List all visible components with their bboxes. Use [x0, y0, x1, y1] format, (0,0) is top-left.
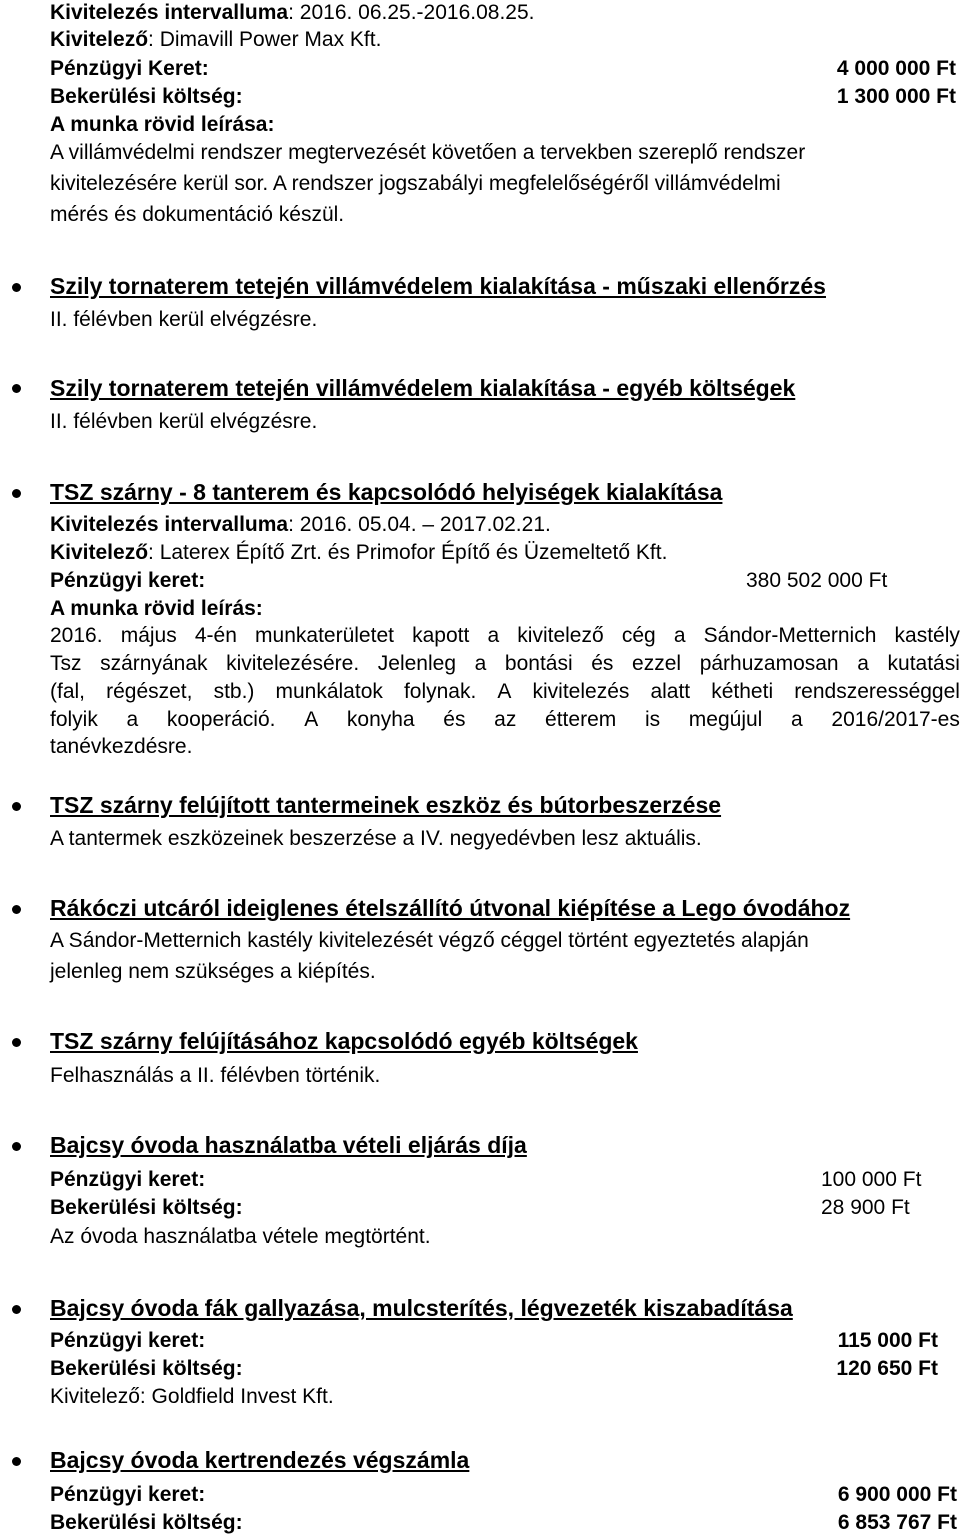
tsz-desc-line — [50, 706, 960, 734]
bajcsy3-budget-label: Pénzügyi keret: — [50, 1483, 206, 1506]
word: konyha — [346, 708, 415, 731]
word: párhuzamosan — [699, 652, 839, 675]
item-text: II. félévben kerül elvégzésre. — [50, 308, 318, 331]
top-budget-value: 4 000 000 Ft — [836, 57, 956, 80]
item-text: Az óvoda használatba vétele megtörtént. — [50, 1225, 431, 1248]
item-title-rakoczi: Rákóczi utcáról ideiglenes ételszállító útvonal kiépítése a Lego óvodához — [50, 895, 851, 921]
item-text: A Sándor-Metternich kastély kivitelezését végző céggel történt egyeztetés alapján — [50, 929, 809, 952]
bullet-icon — [12, 283, 21, 292]
word: is — [644, 708, 661, 731]
contractor-label: Kivitelező — [50, 28, 149, 51]
bajcsy3-cost-value: 6 853 767 Ft — [837, 1511, 957, 1534]
word: folynak. — [403, 680, 477, 703]
tsz-budget-label: Pénzügyi keret: — [50, 569, 206, 592]
bajcsy3-cost-label: Bekerülési költség: — [50, 1511, 243, 1534]
word: a — [673, 624, 686, 647]
bullet-icon — [12, 384, 21, 393]
bajcsy2-contractor — [50, 1384, 334, 1410]
bullet-icon — [12, 1142, 21, 1151]
contractor-value: : Laterex Építő Zrt. és Primofor Építő és Üzemeltető Kft. — [148, 541, 668, 564]
word: rendszerességgel — [794, 680, 960, 703]
word: 2016/2017-es — [831, 708, 960, 731]
item-title-bajcsy-hasznalatba: Bajcsy óvoda használatba vételi eljárás díja — [50, 1132, 527, 1158]
word: szárnyának — [100, 652, 208, 675]
top-cost-value: 1 300 000 Ft — [836, 85, 956, 108]
bajcsy2-budget-label: Pénzügyi keret: — [50, 1329, 206, 1352]
top-budget-label: Pénzügyi Keret: — [50, 57, 209, 80]
word: (fal, — [50, 680, 86, 703]
item-text: Felhasználás a II. félévben történik. — [50, 1064, 381, 1087]
tsz-desc-label: A munka rövid leírás: — [50, 597, 263, 620]
top-contractor — [50, 27, 381, 53]
bullet-icon — [12, 1038, 21, 1047]
bullet-icon — [12, 1305, 21, 1314]
word: A — [497, 680, 512, 703]
word: az — [494, 708, 517, 731]
top-desc-label: A munka rövid leírása: — [50, 113, 275, 136]
word: kivitelezés — [532, 680, 630, 703]
word: megújul — [688, 708, 763, 731]
interval-value: : 2016. 06.25.-2016.08.25. — [288, 1, 535, 24]
bajcsy2-cost-value: 120 650 Ft — [836, 1357, 938, 1380]
word: kapott — [412, 624, 470, 647]
word: és — [591, 652, 614, 675]
bullet-icon — [12, 1457, 21, 1466]
top-cost-label: Bekerülési költség: — [50, 85, 243, 108]
word: és — [443, 708, 466, 731]
contractor-value: : Goldfield Invest Kft. — [139, 1385, 334, 1408]
bajcsy2-cost-label: Bekerülési költség: — [50, 1357, 243, 1380]
item-title-tsz-egyeb: TSZ szárny felújításához kapcsolódó egyéb költségek — [50, 1028, 638, 1054]
word: Sándor-Metternich — [703, 624, 877, 647]
bajcsy1-cost-value: 28 900 Ft — [821, 1196, 910, 1219]
interval-value: : 2016. 05.04. – 2017.02.21. — [288, 513, 551, 536]
bullet-icon — [12, 489, 21, 498]
item-title-bajcsy-kert: Bajcsy óvoda kertrendezés végszámla — [50, 1447, 470, 1473]
tsz-desc-line — [50, 622, 960, 650]
contractor-label: Kivitelező — [50, 541, 149, 564]
word: stb.) — [213, 680, 255, 703]
word: 4-én — [194, 624, 237, 647]
bullet-icon — [12, 905, 21, 914]
word: kivitelezésére. — [226, 652, 360, 675]
word: a — [474, 652, 487, 675]
bajcsy2-budget-value: 115 000 Ft — [837, 1329, 938, 1352]
word: kivitelező — [517, 624, 604, 647]
word: bontási — [504, 652, 573, 675]
word: kutatási — [887, 652, 960, 675]
bajcsy1-budget-label: Pénzügyi keret: — [50, 1168, 206, 1191]
item-title-szily-ellenorzes: Szily tornaterem tetején villámvédelem kialakítása - műszaki ellenőrzés — [50, 273, 826, 299]
tsz-budget-value: 380 502 000 Ft — [746, 569, 888, 592]
tsz-desc-line: tanévkezdésre. — [50, 735, 193, 758]
bajcsy1-budget-value: 100 000 Ft — [821, 1168, 922, 1191]
word: A — [304, 708, 319, 731]
word: munkálatok — [275, 680, 383, 703]
word: munkaterületet — [255, 624, 394, 647]
top-desc-line: A villámvédelmi rendszer megtervezését követően a tervekben szereplő rendszer — [50, 141, 806, 164]
word: alatt — [650, 680, 691, 703]
word: folyik — [50, 708, 98, 731]
top-desc-line: mérés és dokumentáció készül. — [50, 203, 345, 226]
tsz-interval — [50, 512, 551, 538]
top-interval — [50, 0, 534, 26]
word: Jelenleg — [377, 652, 457, 675]
item-title-tsz-tanterem: TSZ szárny - 8 tanterem és kapcsolódó helyiségek kialakítása — [50, 479, 723, 505]
item-text: jelenleg nem szükséges a kiépítés. — [50, 960, 376, 983]
item-text: A tantermek eszközeinek beszerzése a IV. negyedévben lesz aktuális. — [50, 827, 702, 850]
top-desc-line: kivitelezésére kerül sor. A rendszer jogszabályi megfelelőségéről villámvédelmi — [50, 172, 781, 195]
contractor-label: Kivitelező — [50, 1385, 140, 1408]
word: a — [857, 652, 869, 675]
word: a — [791, 708, 803, 731]
word: 2016. — [50, 624, 103, 647]
tsz-contractor — [50, 540, 667, 566]
word: cég — [621, 624, 656, 647]
word: a — [487, 624, 500, 647]
item-title-bajcsy-fak: Bajcsy óvoda fák gallyazása, mulcsterítés, légvezeték kiszabadítása — [50, 1295, 793, 1321]
item-title-szily-egyeb: Szily tornaterem tetején villámvédelem kialakítása - egyéb költségek — [50, 375, 796, 401]
word: ezzel — [632, 652, 682, 675]
bajcsy1-cost-label: Bekerülési költség: — [50, 1196, 243, 1219]
bajcsy3-budget-value: 6 900 000 Ft — [837, 1483, 957, 1506]
word: régészet, — [106, 680, 193, 703]
word: kastély — [894, 624, 960, 647]
tsz-desc-line — [50, 650, 960, 678]
interval-label: Kivitelezés intervalluma — [50, 1, 289, 24]
item-title-tsz-eszkoz: TSZ szárny felújított tantermeinek eszköz és bútorbeszerzése — [50, 792, 722, 818]
bullet-icon — [12, 802, 21, 811]
tsz-desc-line — [50, 678, 960, 706]
item-text: II. félévben kerül elvégzésre. — [50, 410, 318, 433]
interval-label: Kivitelezés intervalluma — [50, 513, 289, 536]
word: kétheti — [711, 680, 774, 703]
word: május — [120, 624, 177, 647]
word: étterem — [545, 708, 617, 731]
contractor-value: : Dimavill Power Max Kft. — [148, 28, 382, 51]
word: Tsz — [50, 652, 82, 675]
word: a — [126, 708, 139, 731]
word: kooperáció. — [166, 708, 276, 731]
